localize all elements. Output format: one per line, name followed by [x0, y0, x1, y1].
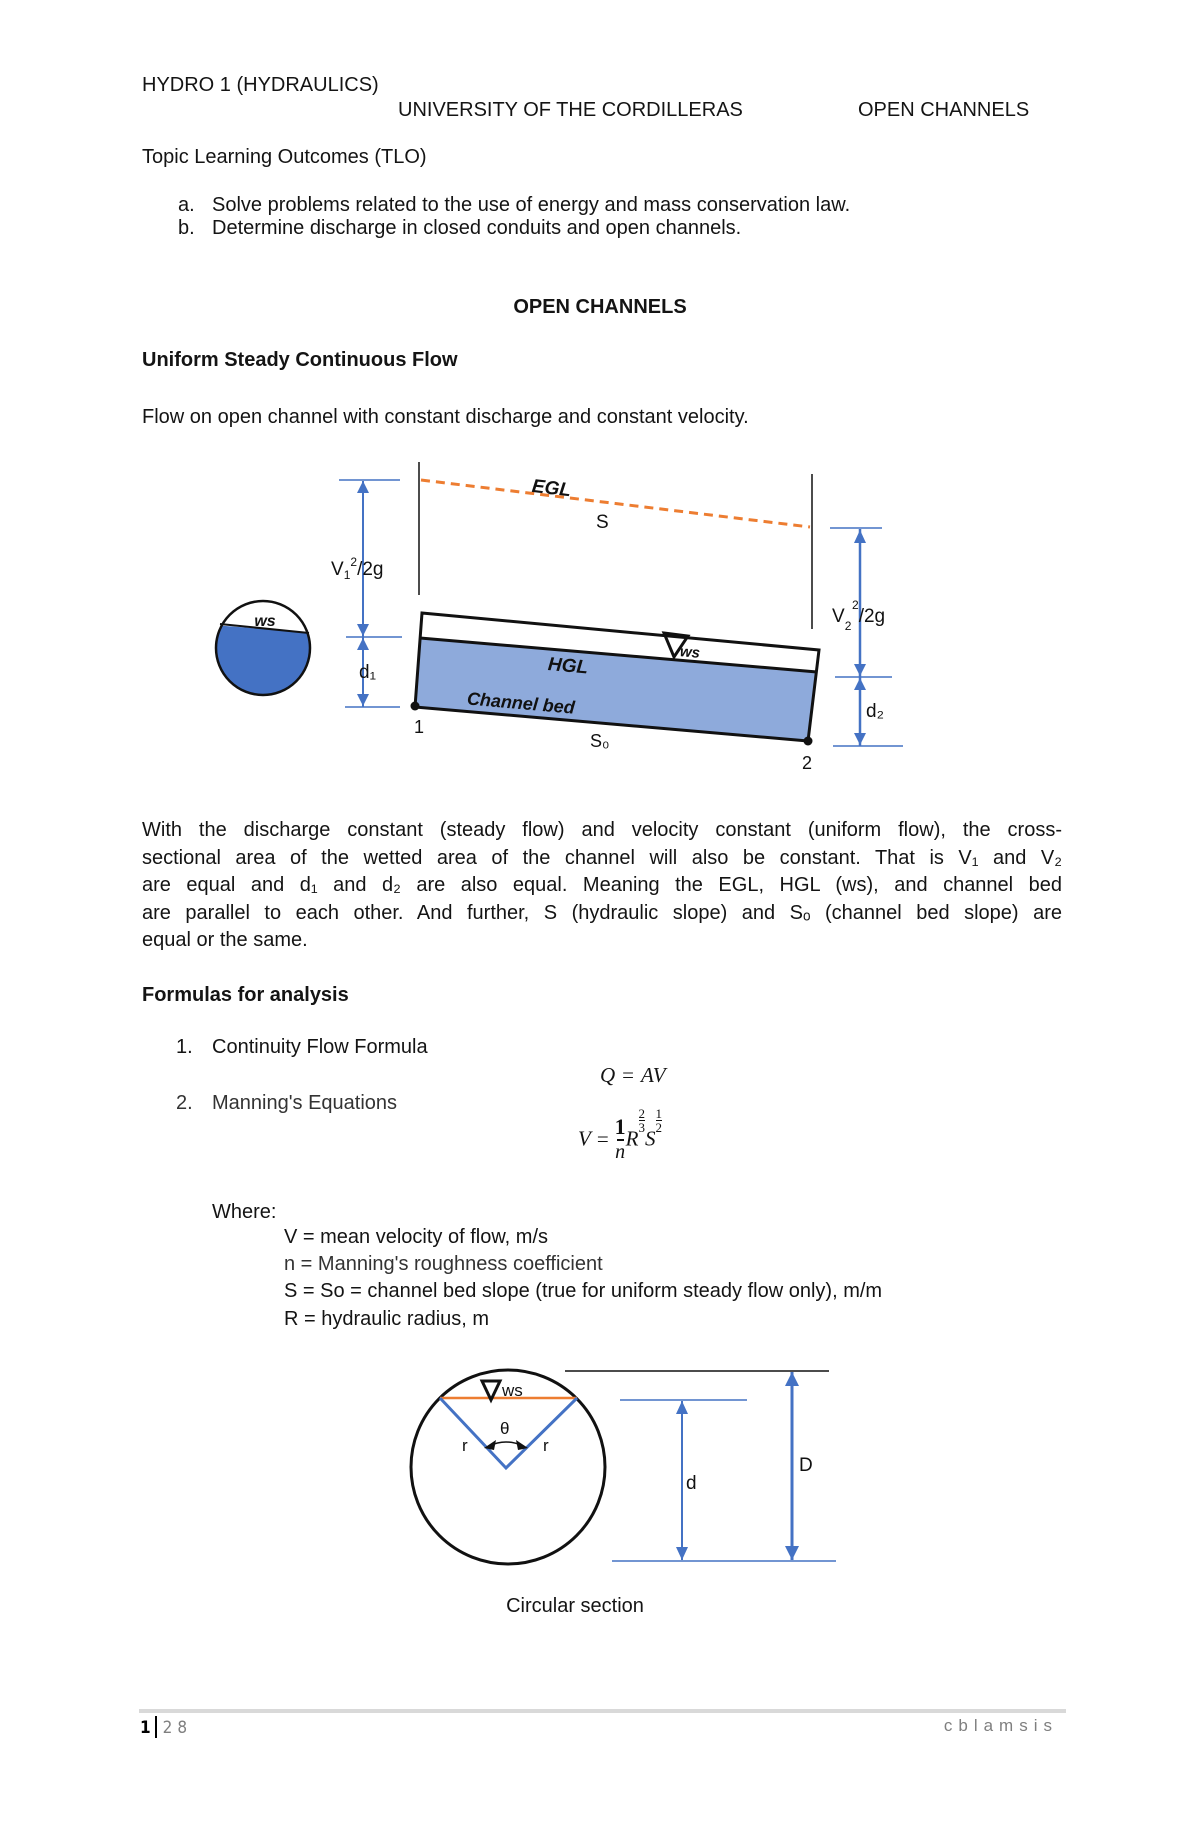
s0-label: S₀: [590, 731, 610, 751]
hgl-label: HGL: [547, 654, 589, 679]
ws-label: ws: [679, 643, 701, 662]
s-label: S: [596, 512, 609, 533]
footer-divider: [139, 1709, 1066, 1713]
paragraph-line: are parallel to each other. And further, S (hydraulic slope) and Sₒ (channel bed slope) are: [142, 901, 1062, 924]
paragraph-line: equal or the same.: [142, 929, 308, 951]
formula-marker-2: 2.: [176, 1092, 193, 1114]
formulas-title: Formulas for analysis: [142, 984, 349, 1006]
paragraph-line: sectional area of the wetted area of the channel will also be constant. That is V₁ and V₂: [142, 846, 1062, 869]
circle-ws-label: ws: [254, 613, 276, 630]
egl-label: EGL: [530, 476, 573, 502]
tlo-item-a: Solve problems related to the use of energy and mass conservation law.: [212, 194, 851, 216]
page-number: [140, 1716, 192, 1738]
uniform-flow-diagram: [0, 0, 1200, 800]
d2-label: d₂: [866, 701, 884, 722]
definition-r: R = hydraulic radius, m: [284, 1308, 490, 1330]
course-title: HYDRO 1 (HYDRAULICS): [142, 74, 379, 96]
definition-s: S = So = channel bed slope (true for uniform steady flow only), m/m: [284, 1280, 883, 1302]
current-page: 1: [140, 1718, 151, 1738]
continuity-equation: Q = AV: [600, 1063, 666, 1087]
university-name: UNIVERSITY OF THE CORDILLERAS: [398, 99, 743, 121]
d1-label: d₁: [359, 662, 376, 683]
v1-head-label: $V_1^2/2g$: [331, 555, 384, 582]
definition-n: n = Manning's roughness coefficient: [284, 1253, 603, 1275]
formula-label-manning: Manning's Equations: [212, 1092, 398, 1114]
subsection-intro: Flow on open channel with constant discharge and constant velocity.: [142, 406, 749, 428]
point-2-label: 2: [802, 753, 813, 773]
author-footer: cblamsis: [943, 1716, 1058, 1735]
d-label: d: [686, 1473, 697, 1494]
tlo-marker-b: b.: [178, 217, 195, 239]
subsection-title: Uniform Steady Continuous Flow: [142, 349, 458, 371]
egl-line: [421, 480, 810, 527]
tlo-item-b: Determine discharge in closed conduits and open channels.: [212, 217, 742, 239]
where-label: Where:: [212, 1201, 277, 1223]
manning-equation: V = $\frac{1}{n}$ R $\frac{2}{3}$ S $\frac{1}{2}$: [578, 1105, 662, 1163]
r-left-label: r: [462, 1436, 468, 1455]
r-right-label: r: [543, 1436, 549, 1455]
definition-v: V = mean velocity of flow, m/s: [284, 1226, 548, 1248]
section-title: OPEN CHANNELS: [513, 296, 687, 318]
formula-marker-1: 1.: [176, 1036, 193, 1058]
formula-label-continuity: Continuity Flow Formula: [212, 1036, 428, 1058]
paragraph-line: With the discharge constant (steady flow) and velocity constant (uniform flow), the cross-: [142, 819, 1062, 841]
point-1-label: 1: [414, 717, 425, 737]
diameter-D-dimension-icon: [785, 1372, 799, 1560]
ws-label: ws: [502, 1381, 523, 1400]
circular-section-caption: Circular section: [506, 1595, 644, 1617]
theta-label: θ: [500, 1419, 510, 1438]
total-pages: 28: [162, 1718, 193, 1738]
channel-bed-label: Channel bed: [466, 688, 576, 718]
tlo-marker-a: a.: [178, 194, 195, 216]
D-label: D: [799, 1455, 813, 1476]
header-topic: OPEN CHANNELS: [858, 99, 1030, 121]
paragraph-line: are equal and d₁ and d₂ are also equal. Meaning the EGL, HGL (ws), and channel bed: [142, 874, 1062, 896]
v2-head-label: $V_22/2g$: [832, 598, 886, 633]
explanation-paragraph: [142, 817, 1062, 955]
tlo-title: Topic Learning Outcomes (TLO): [142, 146, 427, 168]
